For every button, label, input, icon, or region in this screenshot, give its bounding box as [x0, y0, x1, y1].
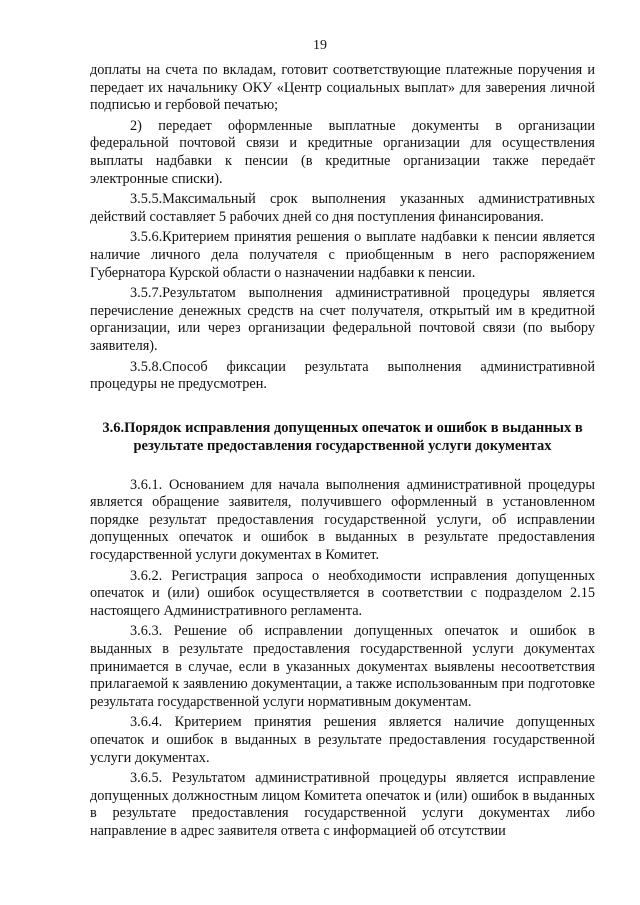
- paragraph-3-6-4: 3.6.4. Критерием принятия решения является наличие допущенных опечаток и ошибок в выданных в результате предоставления государственной услуги документах.: [90, 714, 595, 766]
- paragraph-3-6-1: 3.6.1. Основанием для начала выполнения административной процедуры является обращение заявителя, получившего оформленный в установленном порядке результат предоставления государственной услуги, об исправлении допущенных опечаток и ошибок в выданных в результате предоставления государственной услуги документах в Комитет.: [90, 476, 595, 564]
- paragraph-continuation: доплаты на счета по вкладам, готовит соответствующие платежные поручения и передает их начальнику ОКУ «Центр социальных выплат» для заверения личной подписью и гербовой печатью;: [90, 62, 595, 114]
- paragraph-3-6-2: 3.6.2. Регистрация запроса о необходимости исправления допущенных опечаток и (или) ошибок осуществляется в соответствии с подразделом 2.15 настоящего Административного регламента.: [90, 567, 595, 619]
- paragraph-3-6-5: 3.6.5. Результатом административной процедуры является исправление допущенных должностным лицом Комитета опечаток и (или) ошибок в выданных в результате предоставления государственной услуги документах либо направление в адрес заявителя ответа с информацией об отсутствии: [90, 770, 595, 839]
- paragraph-item-2: 2) передает оформленные выплатные документы в организации федеральной почтовой связи и кредитные организации для осуществления выплаты надбавки к пенсии (в кредитные организации также передаёт электронные списки).: [90, 117, 595, 187]
- paragraph-3-5-5: 3.5.5.Максимальный срок выполнения указанных административных действий составляет 5 рабочих дней со дня поступления финансирования.: [90, 191, 595, 225]
- paragraph-3-6-3: 3.6.3. Решение об исправлении допущенных опечаток и ошибок в выданных в результате предоставления государственной услуги документах принимается в случае, если в указанных документах выявлены несоответствия прилагаемой к заявлению документации, а также использованным при подготовке результата государственной услуги нормативным документам.: [90, 623, 595, 710]
- document-body: [90, 62, 595, 841]
- paragraph-3-5-7: 3.5.7.Результатом выполнения административной процедуры является перечисление денежных средств на счет получателя, открытый им в кредитной организации, или через организации федеральной почтовой связи (по выбору заявителя).: [90, 285, 595, 354]
- paragraph-3-5-6: 3.5.6.Критерием принятия решения о выплате надбавки к пенсии является наличие личного дела получателя с приобщенным в него распоряжением Губернатора Курской области о назначении надбавки к пенсии.: [90, 229, 595, 281]
- section-heading-3-6: 3.6.Порядок исправления допущенных опечаток и ошибок в выданных в результате предоставления государственной услуги документах: [102, 419, 583, 454]
- page-number: 19: [313, 38, 327, 53]
- paragraph-3-5-8: 3.5.8.Способ фиксации результата выполнения административной процедуры не предусмотрен.: [90, 358, 595, 393]
